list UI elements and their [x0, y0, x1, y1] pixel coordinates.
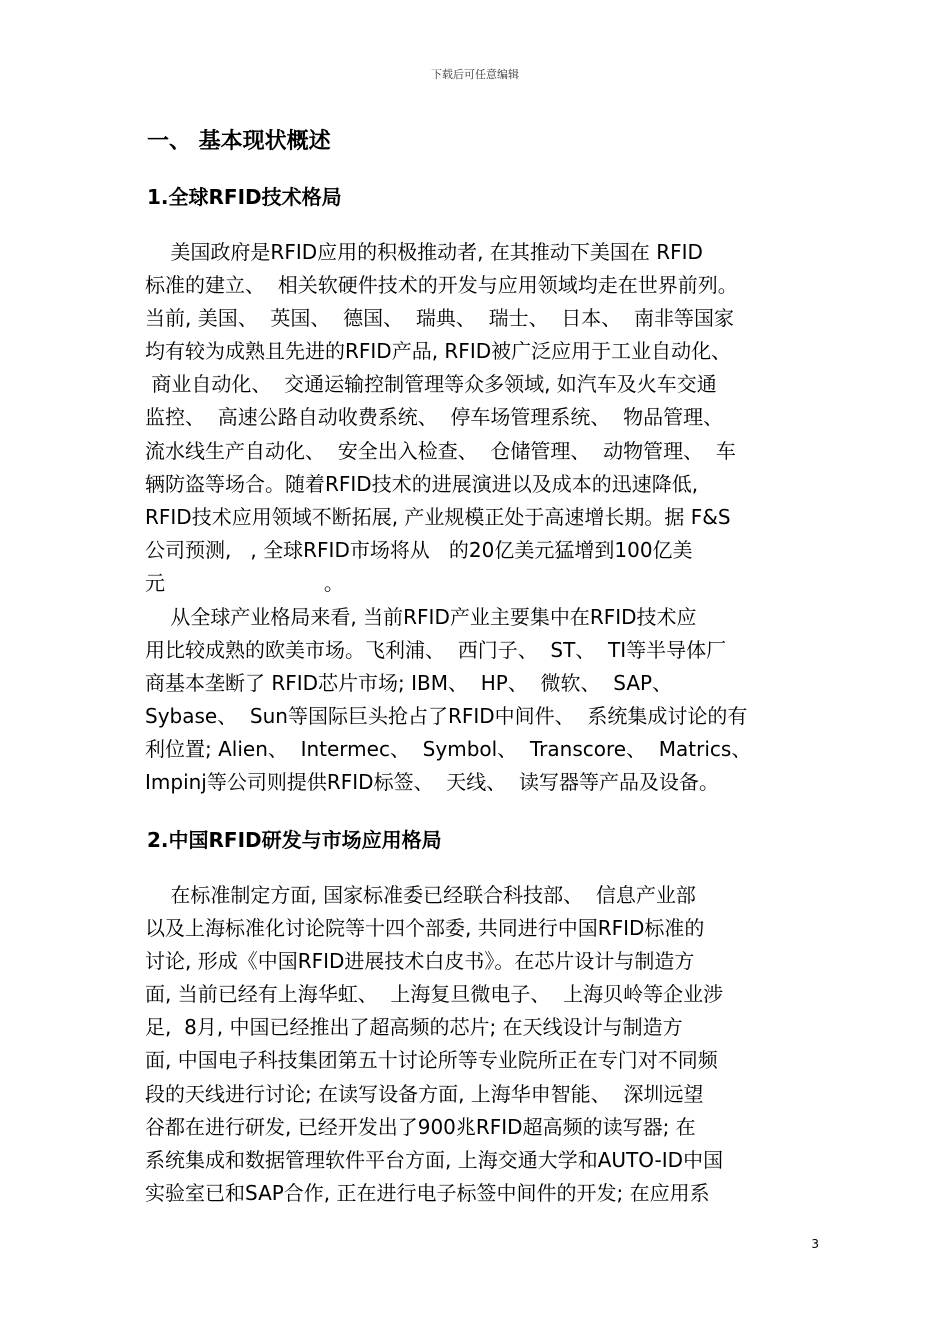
paragraph-line: 辆防盗等场合。随着RFID技术的进展演进以及成本的迅速降低, [145, 471, 699, 496]
paragraph-line: 从全球产业格局来看, 当前RFID产业主要集中在RFID技术应 [145, 605, 697, 629]
paragraph-line: 当前, 美国、 英国、 德国、 瑞典、 瑞士、 日本、 南非等国家 [145, 306, 735, 331]
page-header: 下载后可任意编辑 [431, 68, 519, 81]
paragraph-line: RFID技术应用领域不断拓展, 产业规模正处于高速增长期。据 F&S [145, 504, 731, 529]
paragraph-line: 监控、 高速公路自动收费系统、 停车场管理系统、 物品管理、 [145, 405, 724, 430]
paragraph-line: 商业自动化、 交通运输控制管理等众多领域, 如汽车及火车交通 [145, 372, 717, 397]
paragraph-line: 实验室已和SAP合作, 正在进行电子标签中间件的开发; 在应用系 [145, 1180, 710, 1205]
paragraph-line: 利位置; Alien、 Intermec、 Symbol、 Transcore、 Matrics、 [145, 737, 752, 762]
paragraph-line: 美国政府是RFID应用的积极推动者, 在其推动下美国在 RFID [145, 240, 703, 264]
paragraph-line: 均有较为成熟且先进的RFID产品, RFID被广泛应用于工业自动化、 [145, 339, 732, 364]
paragraph-line: 面, 当前已经有上海华虹、 上海复旦微电子、 上海贝岭等企业涉 [145, 982, 724, 1007]
subsection-title-2: 2.中国RFID研发与市场应用格局 [147, 828, 442, 852]
paragraph-line: 标准的建立、 相关软硬件技术的开发与应用领域均走在世界前列。 [145, 273, 738, 298]
section-title: 一、 基本现状概述 [147, 129, 331, 154]
paragraph-line: 谷都在进行研发, 已经开发出了900兆RFID超高频的读写器; 在 [145, 1114, 696, 1139]
paragraph-line: 用比较成熟的欧美市场。飞利浦、 西门子、 ST、 TI等半导体厂 [145, 638, 727, 663]
paragraph-2 [145, 601, 821, 800]
paragraph-line: 公司预测, , 全球RFID市场将从 的20亿美元猛增到100亿美 [145, 537, 693, 562]
paragraph-line: 商基本垄断了 RFID芯片市场; IBM、 HP、 微软、 SAP、 [145, 671, 673, 696]
page-number: 3 [811, 1237, 819, 1251]
subsection-title-1: 1.全球RFID技术格局 [147, 185, 342, 209]
paragraph-1 [145, 236, 821, 600]
paragraph-line: 讨论, 形成《中国RFID进展技术白皮书》。在芯片设计与制造方 [145, 949, 695, 974]
paragraph-line: 足, 8月, 中国已经推出了超高频的芯片; 在天线设计与制造方 [145, 1015, 683, 1040]
paragraph-line: 在标准制定方面, 国家标准委已经联合科技部、 信息产业部 [145, 883, 696, 907]
paragraph-line: 段的天线进行讨论; 在读写设备方面, 上海华申智能、 深圳远望 [145, 1081, 704, 1106]
paragraph-line: 流水线生产自动化、 安全出入检查、 仓储管理、 动物管理、 车 [145, 438, 736, 463]
paragraph-3 [145, 879, 821, 1210]
paragraph-line: 以及上海标准化讨论院等十四个部委, 共同进行中国RFID标准的 [145, 916, 705, 941]
paragraph-line: Sybase、 Sun等国际巨头抢占了RFID中间件、 系统集成讨论的有 [145, 704, 748, 729]
paragraph-line: 元 。 [145, 570, 344, 595]
paragraph-line: 系统集成和数据管理软件平台方面, 上海交通大学和AUTO-ID中国 [145, 1147, 724, 1172]
paragraph-line: Impinj等公司则提供RFID标签、 天线、 读写器等产品及设备。 [145, 770, 719, 795]
paragraph-line: 面, 中国电子科技集团第五十讨论所等专业院所正在专门对不同频 [145, 1048, 718, 1073]
